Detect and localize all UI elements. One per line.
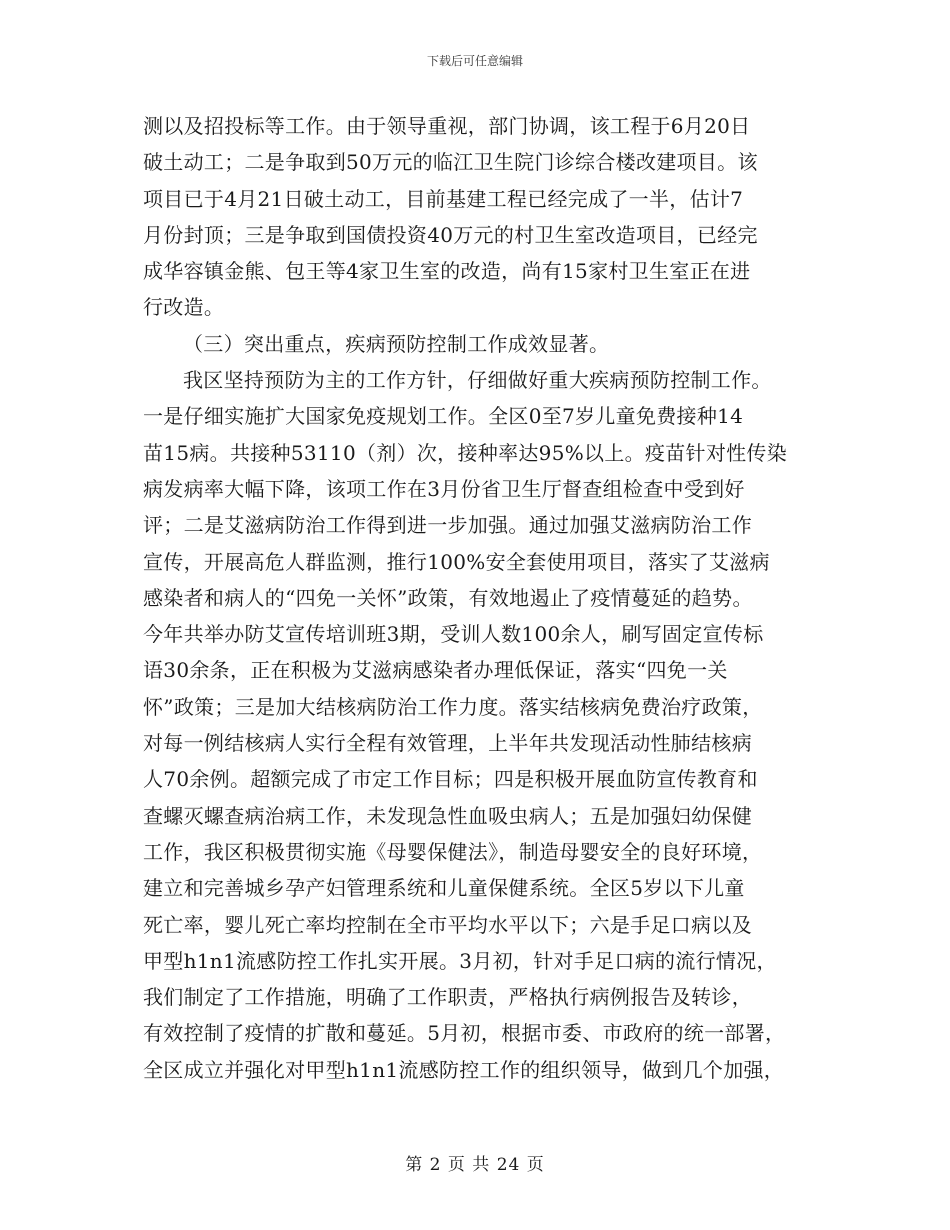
body-line: 病发病率大幅下降，该项工作在3月份省卫生厅督查组检查中受到好: [143, 476, 745, 501]
body-line: 今年共举办防艾宣传培训班3期，受训人数100余人，刷写固定宣传标: [143, 622, 764, 647]
body-line: 死亡率，婴儿死亡率均控制在全市平均水平以下；六是手足口病以及: [143, 912, 752, 937]
body-line: 怀”政策；三是加大结核病防治工作力度。落实结核病免费治疗政策，: [143, 694, 763, 719]
body-line: 人70余例。超额完成了市定工作目标；四是积极开展血防宣传教育和: [143, 767, 758, 792]
body-line: 测以及招投标等工作。由于领导重视，部门协调，该工程于6月20日: [143, 114, 751, 138]
document-body: [143, 108, 813, 1088]
body-line: 对每一例结核病人实行全程有效管理，上半年共发现活动性肺结核病: [143, 731, 752, 756]
body-line: 工作，我区积极贯彻实施《母婴保健法》，制造母婴安全的良好环境，: [143, 839, 763, 864]
body-line: 全区成立并强化对甲型h1n1流感防控工作的组织领导，做到几个加强，: [143, 1057, 785, 1082]
paragraph-start-line: 我区坚持预防为主的工作方针，仔细做好重大疾病预防控制工作。: [183, 368, 772, 393]
body-line: 宣传，开展高危人群监测，推行100%安全套使用项目，落实了艾滋病: [143, 549, 770, 574]
body-line: 一是仔细实施扩大国家免疫规划工作。全区0至7岁儿童免费接种14: [143, 404, 744, 429]
body-line: 月份封顶；三是争取到国债投资40万元的村卫生室改造项目，已经完: [143, 222, 758, 247]
body-line: 苗15病。共接种53110（剂）次，接种率达95%以上。疫苗针对性传染: [143, 440, 788, 465]
body-line: 查螺灭螺查病治病工作，未发现急性血吸虫病人；五是加强妇幼保健: [143, 803, 752, 828]
body-line: 行改造。: [143, 295, 225, 320]
body-line: 项目已于4月21日破土动工，目前基建工程已经完成了一半，估计7: [143, 186, 744, 211]
section-heading: （三）突出重点，疾病预防控制工作成效显著。: [183, 331, 610, 356]
body-line: 破土动工；二是争取到50万元的临江卫生院门诊综合楼改建项目。该: [143, 150, 758, 175]
body-line: 评；二是艾滋病防治工作得到进一步加强。通过加强艾滋病防治工作: [143, 513, 752, 538]
body-line: 语30余条，正在积极为艾滋病感染者办理低保证，落实“四免一关: [143, 658, 728, 683]
body-line: 成华容镇金熊、包王等4家卫生室的改造，尚有15家村卫生室正在进: [143, 259, 751, 284]
body-line: 我们制定了工作措施，明确了工作职责，严格执行病例报告及转诊，: [143, 985, 752, 1010]
body-line: 有效控制了疫情的扩散和蔓延。5月初，根据市委、市政府的统一部署，: [143, 1021, 786, 1046]
page-number: 第 2 页 共 24 页: [405, 1155, 545, 1175]
page-header-note: 下载后可任意编辑: [426, 54, 523, 68]
body-line: 感染者和病人的“四免一关怀”政策，有效地遏止了疫情蔓延的趋势。: [143, 585, 753, 610]
body-line: 甲型h1n1流感防控工作扎实开展。3月初，针对手足口病的流行情况，: [143, 948, 777, 973]
body-line: 建立和完善城乡孕产妇管理系统和儿童保健系统。全区5岁以下儿童: [143, 876, 745, 901]
